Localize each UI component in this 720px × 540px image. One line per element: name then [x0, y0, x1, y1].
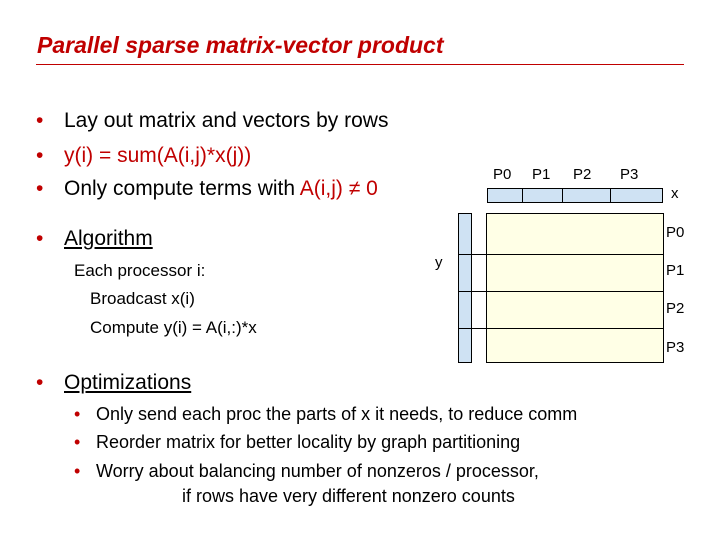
bullet-dot-icon: • [36, 177, 44, 200]
bullet-text: Algorithm [64, 227, 153, 250]
algorithm-line-2: Broadcast x(i) [90, 289, 195, 308]
row-divider [458, 254, 664, 255]
row-label-p0: P0 [666, 224, 685, 241]
algorithm-line-1: Each processor i: [74, 261, 206, 280]
bullet-dot-icon: • [36, 227, 44, 250]
title-underline [36, 64, 684, 65]
optimization-item [74, 461, 539, 482]
bullet-formula [36, 144, 251, 168]
x-vector [487, 188, 663, 203]
bullet-algorithm [36, 227, 153, 251]
matrix-a [486, 213, 664, 363]
bullet-dot-icon: • [36, 371, 44, 394]
x-vector-label: x [671, 185, 679, 202]
bullet-dot-icon: • [74, 404, 81, 424]
x-vector-divider [562, 188, 563, 203]
row-label-p2: P2 [666, 300, 685, 317]
row-divider [458, 328, 664, 329]
algorithm-line-3: Compute y(i) = A(i,:)*x [90, 318, 257, 337]
row-label-p1: P1 [666, 262, 685, 279]
bullet-layout [36, 109, 388, 133]
bullet-dot-icon: • [36, 144, 44, 167]
y-vector [458, 213, 472, 363]
bullet-nonzeros [36, 177, 378, 201]
optimization-text: Only send each proc the parts of x it needs, to reduce comm [96, 404, 578, 424]
bullet-optimizations [36, 371, 191, 395]
bullet-highlight: A(i,j) ≠ 0 [299, 177, 378, 200]
bullet-text: Lay out matrix and vectors by rows [64, 109, 389, 132]
y-vector-label: y [435, 254, 443, 271]
optimization-text: Reorder matrix for better locality by graph partitioning [96, 432, 521, 452]
row-label-p3: P3 [666, 339, 685, 356]
bullet-text: Only compute terms with [64, 177, 300, 200]
optimization-text: Worry about balancing number of nonzeros / processor, [96, 461, 539, 481]
col-label-p3: P3 [620, 166, 639, 183]
bullet-text: y(i) = sum(A(i,j)*x(j)) [64, 144, 252, 167]
row-divider [458, 291, 664, 292]
col-label-p0: P0 [493, 166, 512, 183]
slide-title: Parallel sparse matrix-vector product [37, 32, 444, 58]
bullet-dot-icon: • [74, 432, 81, 452]
optimization-item [74, 404, 577, 425]
col-label-p1: P1 [532, 166, 551, 183]
col-label-p2: P2 [573, 166, 592, 183]
x-vector-divider [522, 188, 523, 203]
bullet-dot-icon: • [36, 109, 44, 132]
bullet-text: Optimizations [64, 371, 192, 394]
x-vector-divider [610, 188, 611, 203]
bullet-dot-icon: • [74, 461, 81, 481]
optimization-item [74, 432, 520, 453]
optimization-continuation: if rows have very different nonzero counts [182, 486, 515, 506]
